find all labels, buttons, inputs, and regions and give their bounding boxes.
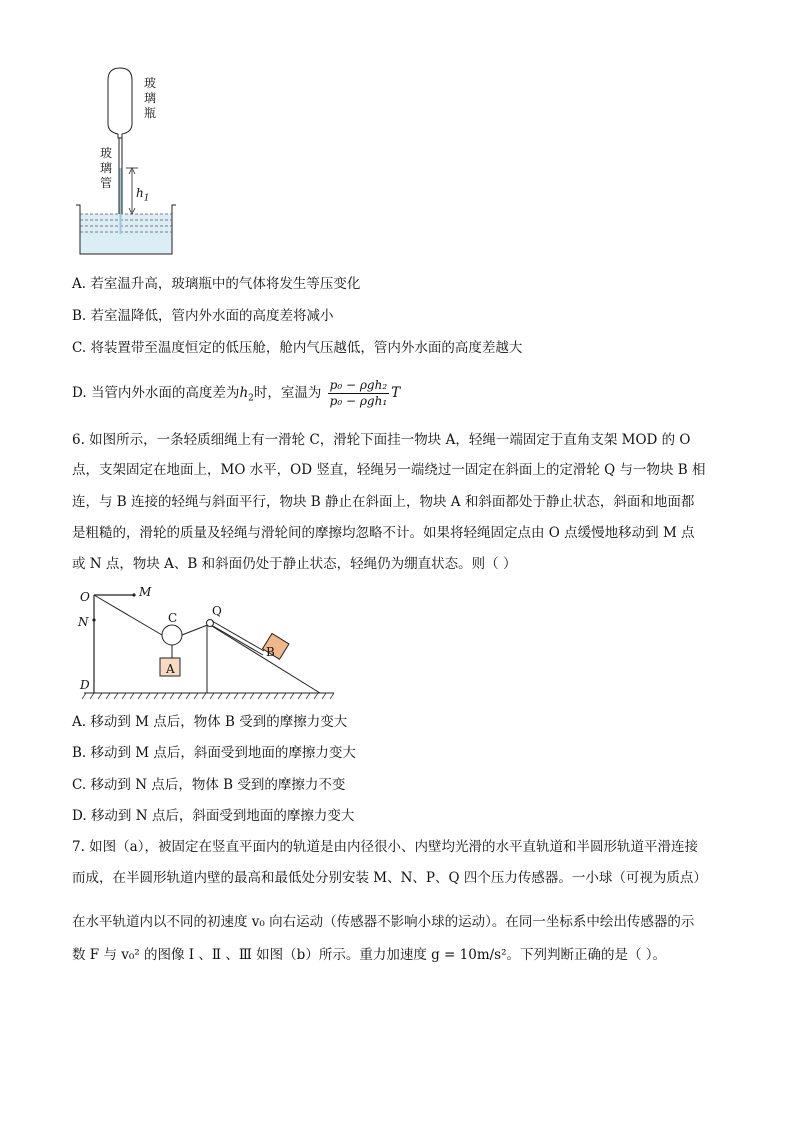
incline bbox=[207, 623, 320, 693]
q6-line: 是粗糙的，滑轮的质量及轻绳与滑轮间的摩擦均忽略不计。如果将轻绳固定点由 O 点缓慢地移动到 M 点 bbox=[72, 525, 695, 541]
temperature-fraction bbox=[328, 378, 389, 409]
pulley-q bbox=[207, 620, 214, 627]
option-letter: C. bbox=[72, 777, 87, 793]
option-letter: B. bbox=[72, 745, 87, 761]
q6-option-c bbox=[72, 775, 345, 795]
option-text: 移动到 N 点后，斜面受到地面的摩擦力变大 bbox=[90, 808, 355, 824]
label-b: B bbox=[266, 645, 275, 659]
option-text: 将装置带至温度恒定的低压舱，舱内气压越低，管内外水面的高度差越大 bbox=[90, 340, 523, 356]
option-text: 若室温降低，管内外水面的高度差将减小 bbox=[90, 308, 334, 324]
label-m: M bbox=[139, 585, 152, 599]
q6-option-b bbox=[72, 743, 356, 763]
h-symbol: h bbox=[136, 186, 144, 200]
option-text: 移动到 M 点后，物体 B 受到的摩擦力变大 bbox=[90, 714, 348, 730]
q5-option-c bbox=[72, 338, 522, 358]
tube-label-char: 管 bbox=[100, 176, 113, 190]
option-letter: D. bbox=[72, 808, 87, 824]
temperature-symbol: T bbox=[391, 385, 401, 401]
bottle-label-char: 瓶 bbox=[144, 106, 157, 120]
pulley-incline-figure bbox=[76, 583, 338, 703]
option-letter: A. bbox=[72, 276, 87, 292]
label-o: O bbox=[80, 590, 90, 604]
q6-line: 点，支架固定在地面上，MO 水平，OD 竖直，轻绳另一端绕过一固定在斜面上的定滑轮 Q 与一物块 B 相 bbox=[72, 462, 706, 478]
label-c: C bbox=[168, 611, 178, 625]
q6-line: 连，与 B 连接的轻绳与斜面平行，物块 B 静止在斜面上，物块 A 和斜面都处于静止状态，斜面和地面都 bbox=[72, 494, 695, 510]
q6-option-a bbox=[72, 712, 347, 732]
q7-line: 在水平轨道内以不同的初速度 v₀ 向右运动（传感器不影响小球的运动）。在同一坐标系中绘出传感器的示 bbox=[72, 914, 695, 930]
q6-option-d bbox=[72, 806, 354, 826]
q5-option-d bbox=[72, 374, 400, 418]
q7-line: 数 F 与 v₀² 的图像 Ⅰ 、Ⅱ 、Ⅲ 如图（b）所示。重力加速度 g = 10m/s²。下列判断正确的是（ ）。 bbox=[72, 947, 667, 963]
option-letter: B. bbox=[72, 308, 87, 324]
h2-symbol: h bbox=[239, 385, 249, 401]
option-letter: D. bbox=[72, 385, 87, 401]
q7-line: 而成，在半圆形轨道内壁的最高和最低处分别安装 M、N、P、Q 四个压力传感器。一小球（可视为质点） bbox=[72, 870, 707, 886]
label-d: D bbox=[80, 678, 90, 692]
bottle-label-char: 璃 bbox=[144, 91, 157, 105]
label-q: Q bbox=[212, 604, 222, 618]
h-subscript: 1 bbox=[143, 193, 150, 204]
h2-subscript: 2 bbox=[248, 393, 254, 404]
label-n: N bbox=[78, 615, 89, 629]
q5-option-a bbox=[72, 274, 360, 294]
option-text: 时，室温为 bbox=[253, 385, 322, 401]
bottle-label bbox=[144, 76, 158, 121]
option-letter: A. bbox=[72, 714, 87, 730]
option-text: 移动到 N 点后，物体 B 受到的摩擦力不变 bbox=[90, 777, 346, 793]
q5-option-b bbox=[72, 306, 334, 326]
glass-bottle bbox=[108, 68, 132, 138]
tube-label-char: 玻 bbox=[100, 146, 113, 160]
tube-label bbox=[100, 146, 114, 191]
q6-line: 或 N 点，物块 A、B 和斜面仍处于静止状态，轻绳仍为绷直状态。则（ ） bbox=[72, 556, 517, 572]
bottle-tube-figure bbox=[70, 62, 180, 260]
pulley-c bbox=[162, 625, 182, 645]
option-text: 当管内外水面的高度差为 bbox=[90, 385, 240, 401]
q6-line: 6. 如图所示，一条轻质细绳上有一滑轮 C，滑轮下面挂一物块 A，轻绳一端固定于直角支架 MOD 的 O bbox=[72, 432, 691, 448]
h1-label bbox=[136, 186, 149, 203]
bottle-label-char: 玻 bbox=[144, 76, 157, 90]
tube-label-char: 璃 bbox=[100, 161, 113, 175]
fraction-denominator: p₀ − ρgh₁ bbox=[329, 394, 388, 408]
q7-line: 7. 如图（a），被固定在竖直平面内的轨道是由内径很小、内壁均光滑的水平直轨道和半圆形轨道平滑连接 bbox=[72, 839, 698, 855]
option-text: 若室温升高，玻璃瓶中的气体将发生等压变化 bbox=[90, 276, 361, 292]
label-a: A bbox=[166, 662, 175, 676]
option-text: 移动到 M 点后，斜面受到地面的摩擦力变大 bbox=[90, 745, 356, 761]
fraction-numerator: p₀ − ρgh₂ bbox=[329, 378, 388, 392]
option-letter: C. bbox=[72, 340, 87, 356]
